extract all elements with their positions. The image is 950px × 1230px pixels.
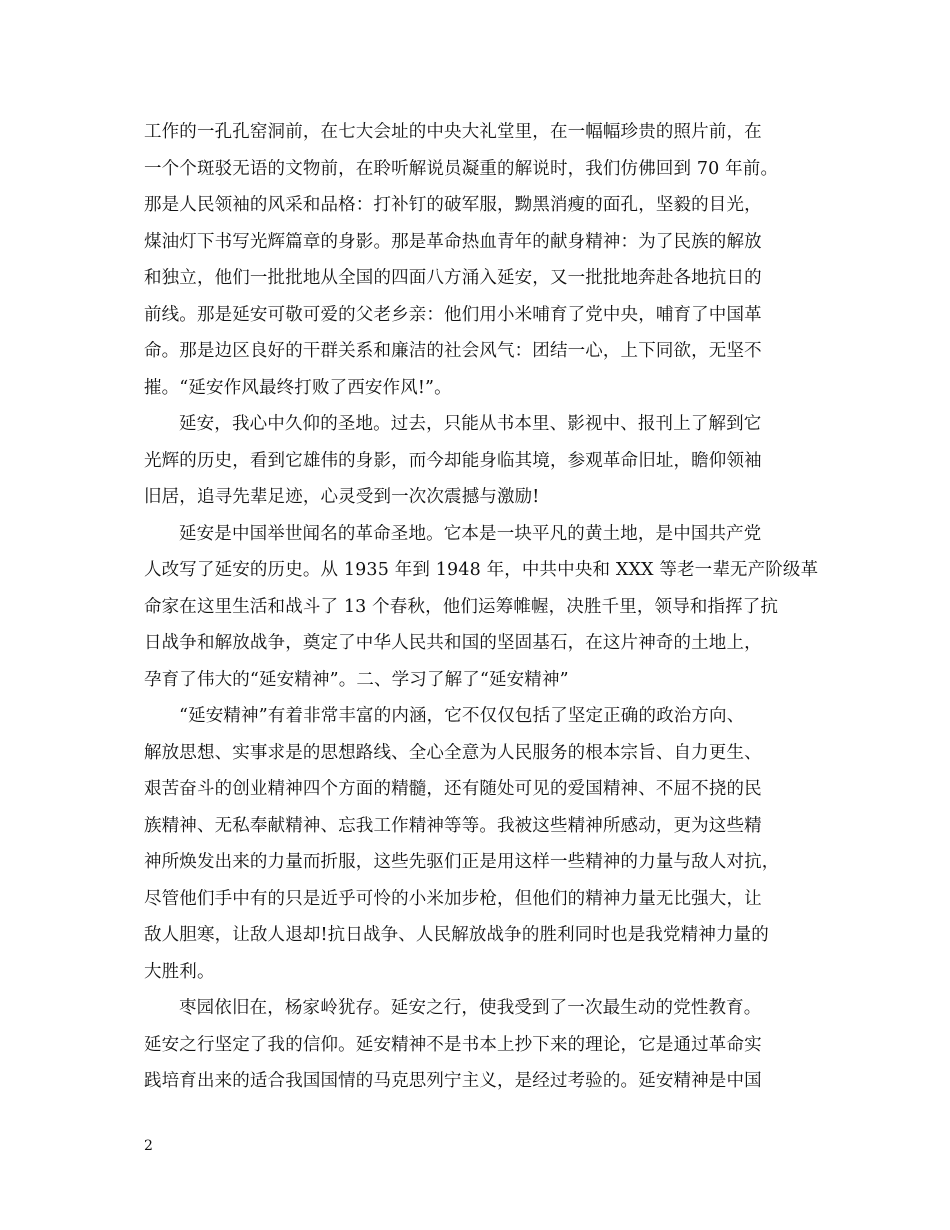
text-line: 解放思想、实事求是的思想路线、全心全意为人民服务的根本宗旨、自力更生、 — [144, 742, 762, 763]
text-line: 光辉的历史，看到它雄伟的身影，而今却能身临其境，参观革命旧址，瞻仰领袖 — [144, 450, 762, 471]
page-number: 2 — [144, 1138, 153, 1154]
text-line: 前线。那是延安可敬可爱的父老乡亲：他们用小米哺育了党中央，哺育了中国革 — [144, 304, 762, 325]
text-line: 族精神、无私奉献精神、忘我工作精神等等。我被这些精神所感动，更为这些精 — [144, 815, 762, 836]
text-line: 延安，我心中久仰的圣地。过去，只能从书本里、影视中、报刊上了解到它 — [179, 414, 762, 434]
text-line: 工作的一孔孔窑洞前，在七大会址的中央大礼堂里，在一幅幅珍贵的照片前，在 — [144, 122, 762, 142]
text-line: 枣园依旧在，杨家岭犹存。延安之行，使我受到了一次最生动的党性教育。 — [179, 998, 762, 1018]
text-line: 神所焕发出来的力量而折服，这些先驱们正是用这样一些精神的力量与敌人对抗， — [144, 852, 780, 872]
text-line: 煤油灯下书写光辉篇章的身影。那是革命热血青年的献身精神：为了民族的解放 — [144, 231, 762, 252]
text-line: 旧居，追寻先辈足迹，心灵受到一次次震撼与激励! — [144, 487, 540, 507]
text-line: 一个个斑驳无语的文物前，在聆听解说员凝重的解说时，我们仿佛回到 70 年前。 — [144, 158, 779, 179]
text-line: 大胜利。 — [144, 961, 215, 982]
text-line: 命。那是边区良好的干群关系和廉洁的社会风气：团结一心，上下同欲，无坚不 — [144, 341, 762, 361]
text-line: 人改写了延安的历史。从 1935 年到 1948 年，中共中央和 XXX 等老一辈无产阶级革 — [144, 560, 819, 580]
text-line: 那是人民领袖的风采和品格：打补钉的破军服，黝黑消瘦的面孔，坚毅的目光， — [144, 195, 762, 215]
text-line: 尽管他们手中有的只是近乎可怜的小米加步枪，但他们的精神力量无比强大，让 — [144, 888, 762, 909]
text-line: 艰苦奋斗的创业精神四个方面的精髓，还有随处可见的爱国精神、不屈不挠的民 — [144, 779, 762, 799]
body-text — [144, 114, 824, 1100]
text-line: 延安之行坚定了我的信仰。延安精神不是书本上抄下来的理论，它是通过革命实 — [144, 1034, 762, 1055]
text-line: 和独立，他们一批批地从全国的四面八方涌入延安，又一批批地奔赴各地抗日的 — [144, 268, 762, 288]
text-line: 延安是中国举世闻名的革命圣地。它本是一块平凡的黄土地，是中国共产党 — [179, 523, 762, 544]
text-line: “延安精神”有着非常丰富的内涵，它不仅仅包括了坚定正确的政治方向、 — [179, 706, 745, 726]
text-line: 摧。“延安作风最终打败了西安作风!”。 — [144, 377, 452, 398]
text-line: 日战争和解放战争，奠定了中华人民共和国的坚固基石，在这片神奇的土地上， — [144, 633, 762, 653]
text-line: 命家在这里生活和战斗了 13 个春秋，他们运筹帷幄，决胜千里，领导和指挥了抗 — [144, 596, 779, 617]
text-line: 敌人胆寒，让敌人退却!抗日战争、人民解放战争的胜利同时也是我党精神力量的 — [144, 925, 769, 945]
text-line: 践培育出来的适合我国国情的马克思列宁主义，是经过考验的。延安精神是中国 — [144, 1071, 762, 1091]
text-line: 孕育了伟大的“延安精神”。二、学习了解了“延安精神” — [144, 669, 569, 690]
